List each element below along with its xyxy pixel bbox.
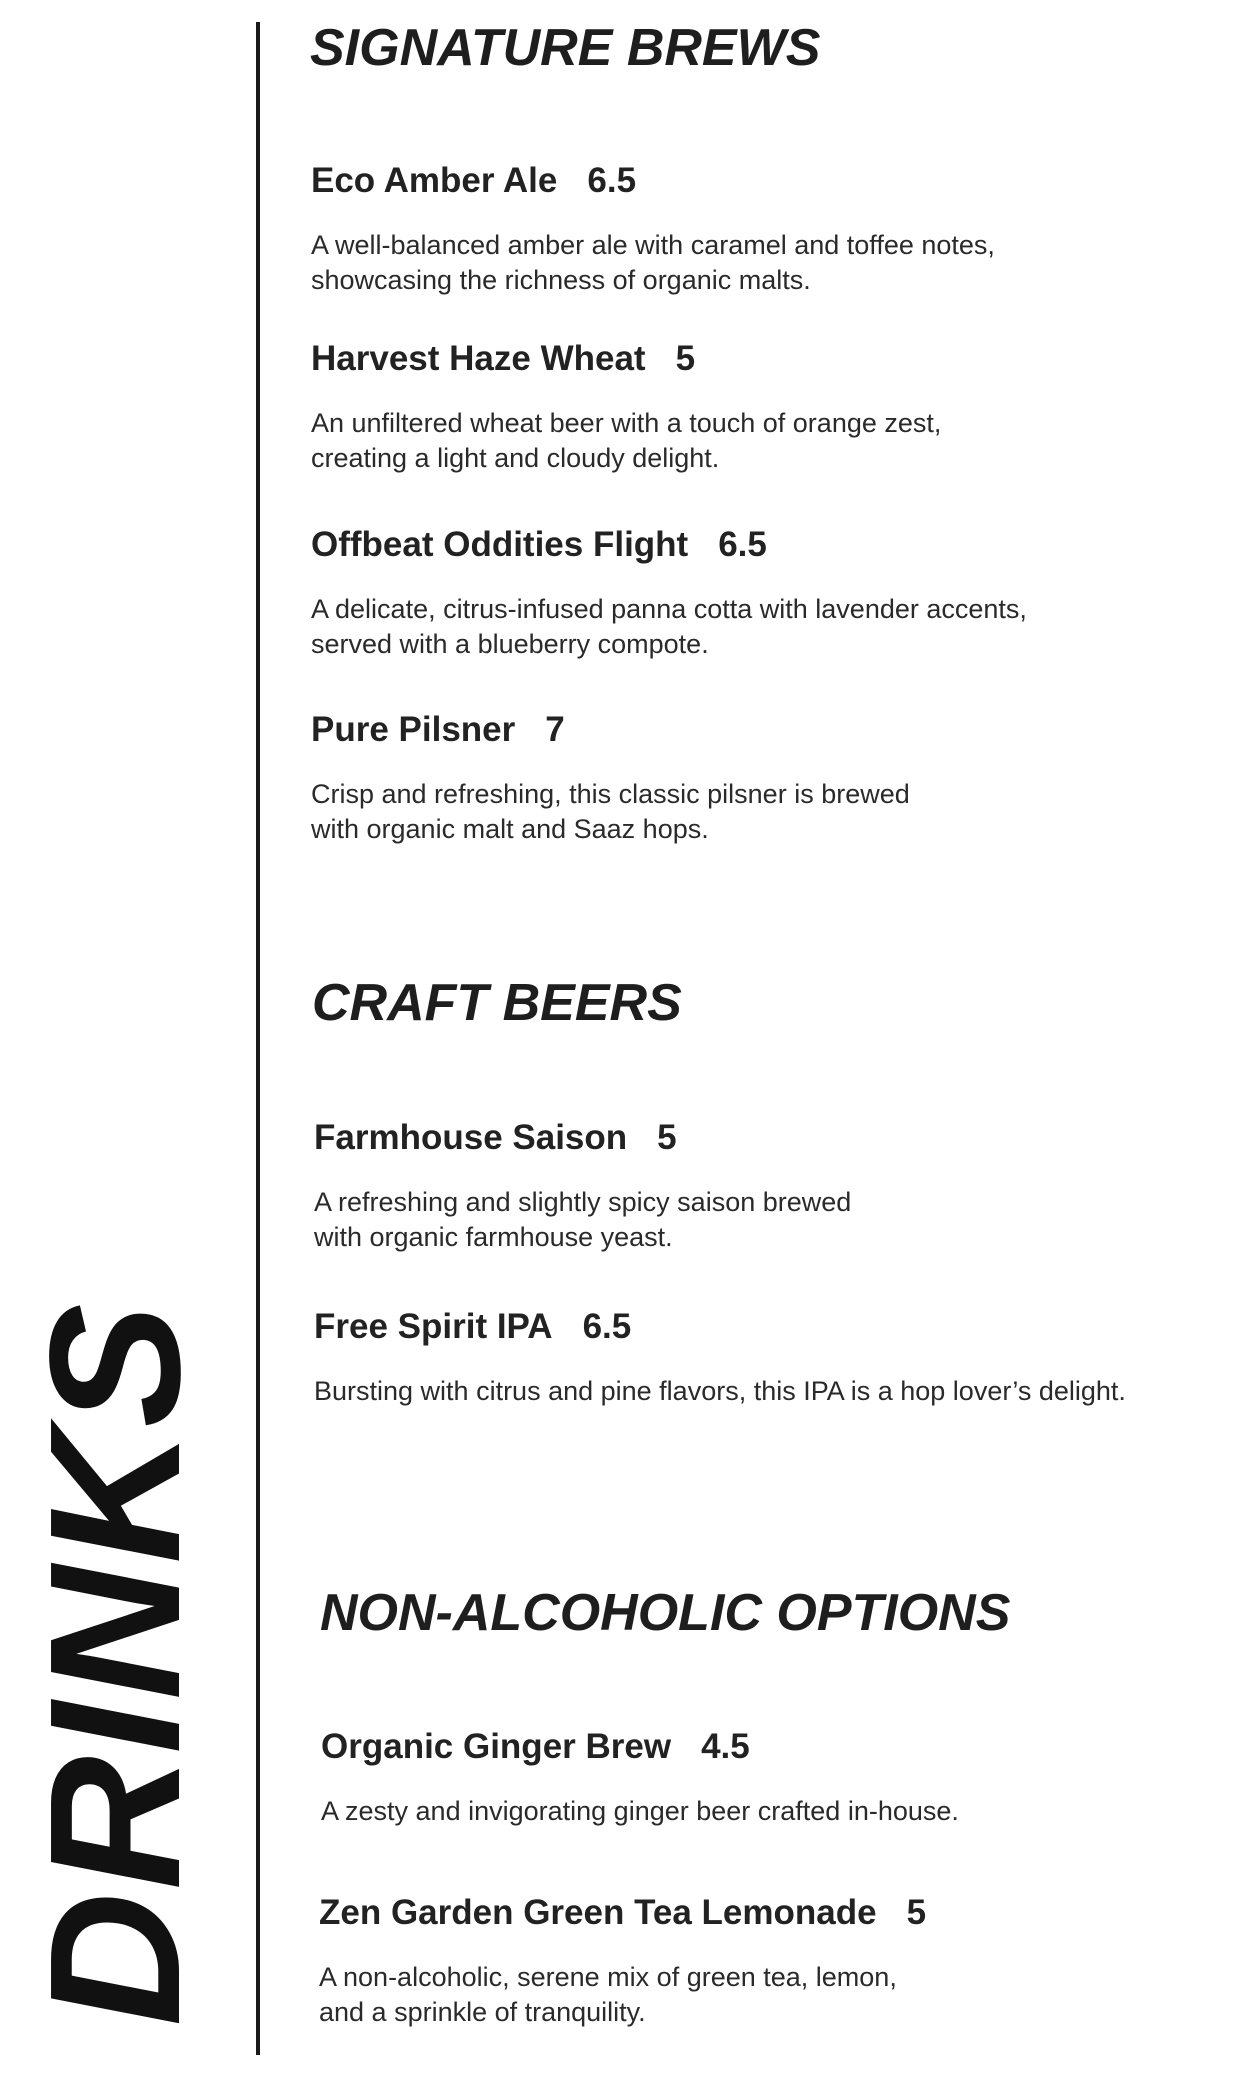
menu-item-offbeat-oddities-flight: [311, 527, 1242, 662]
item-name: Offbeat Oddities Flight: [311, 525, 689, 564]
section-title-signature-brews: SIGNATURE BREWS: [310, 19, 821, 77]
item-name: Free Spirit IPA: [314, 1307, 553, 1346]
item-name: Farmhouse Saison: [314, 1118, 628, 1157]
menu-item-harvest-haze-wheat: [311, 341, 1242, 476]
item-name: Harvest Haze Wheat: [311, 339, 646, 378]
item-price: 5: [675, 339, 696, 378]
item-price: 7: [545, 710, 565, 749]
menu-item-organic-ginger-brew: [321, 1729, 1242, 1829]
item-price: 5: [657, 1118, 677, 1157]
vertical-divider: [256, 22, 260, 2055]
item-description: A well-balanced amber ale with caramel and toffee notes, showcasing the richness of organic malts.: [311, 230, 995, 295]
item-name: Zen Garden Green Tea Lemonade: [319, 1893, 877, 1932]
menu-item-eco-amber-ale: [311, 163, 1242, 298]
item-name: Eco Amber Ale: [311, 161, 558, 200]
item-price: 6.5: [718, 525, 767, 564]
item-price: 5: [906, 1893, 927, 1932]
menu-item-zen-garden-green-tea-lemonade: [319, 1895, 1242, 2030]
menu-item-free-spirit-ipa: [314, 1309, 1242, 1409]
item-name: Pure Pilsner: [311, 710, 516, 749]
section-title-craft-beers: CRAFT BEERS: [312, 974, 682, 1032]
item-name: Organic Ginger Brew: [321, 1727, 672, 1766]
menu-vertical-title: DRINKS: [12, 1301, 219, 2027]
item-description: A refreshing and slightly spicy saison brewed with organic farmhouse yeast.: [314, 1187, 852, 1252]
item-description: Bursting with citrus and pine flavors, this IPA is a hop lover’s delight.: [314, 1376, 1126, 1406]
item-description: A non-alcoholic, serene mix of green tea, lemon, and a sprinkle of tranquility.: [319, 1962, 897, 2027]
item-description: A zesty and invigorating ginger beer crafted in-house.: [321, 1796, 959, 1826]
section-title-non-alcoholic-options: NON-ALCOHOLIC OPTIONS: [320, 1584, 1011, 1642]
menu-item-pure-pilsner: [311, 712, 1242, 847]
item-price: 6.5: [582, 1307, 632, 1346]
item-price: 6.5: [587, 161, 637, 200]
item-description: Crisp and refreshing, this classic pilsner is brewed with organic malt and Saaz hops.: [311, 779, 910, 844]
item-price: 4.5: [701, 1727, 750, 1766]
menu-item-farmhouse-saison: [314, 1120, 1242, 1255]
item-description: An unfiltered wheat beer with a touch of orange zest, creating a light and cloudy delight.: [311, 408, 942, 473]
item-description: A delicate, citrus-infused panna cotta with lavender accents, served with a blueberry compote.: [311, 594, 1027, 659]
